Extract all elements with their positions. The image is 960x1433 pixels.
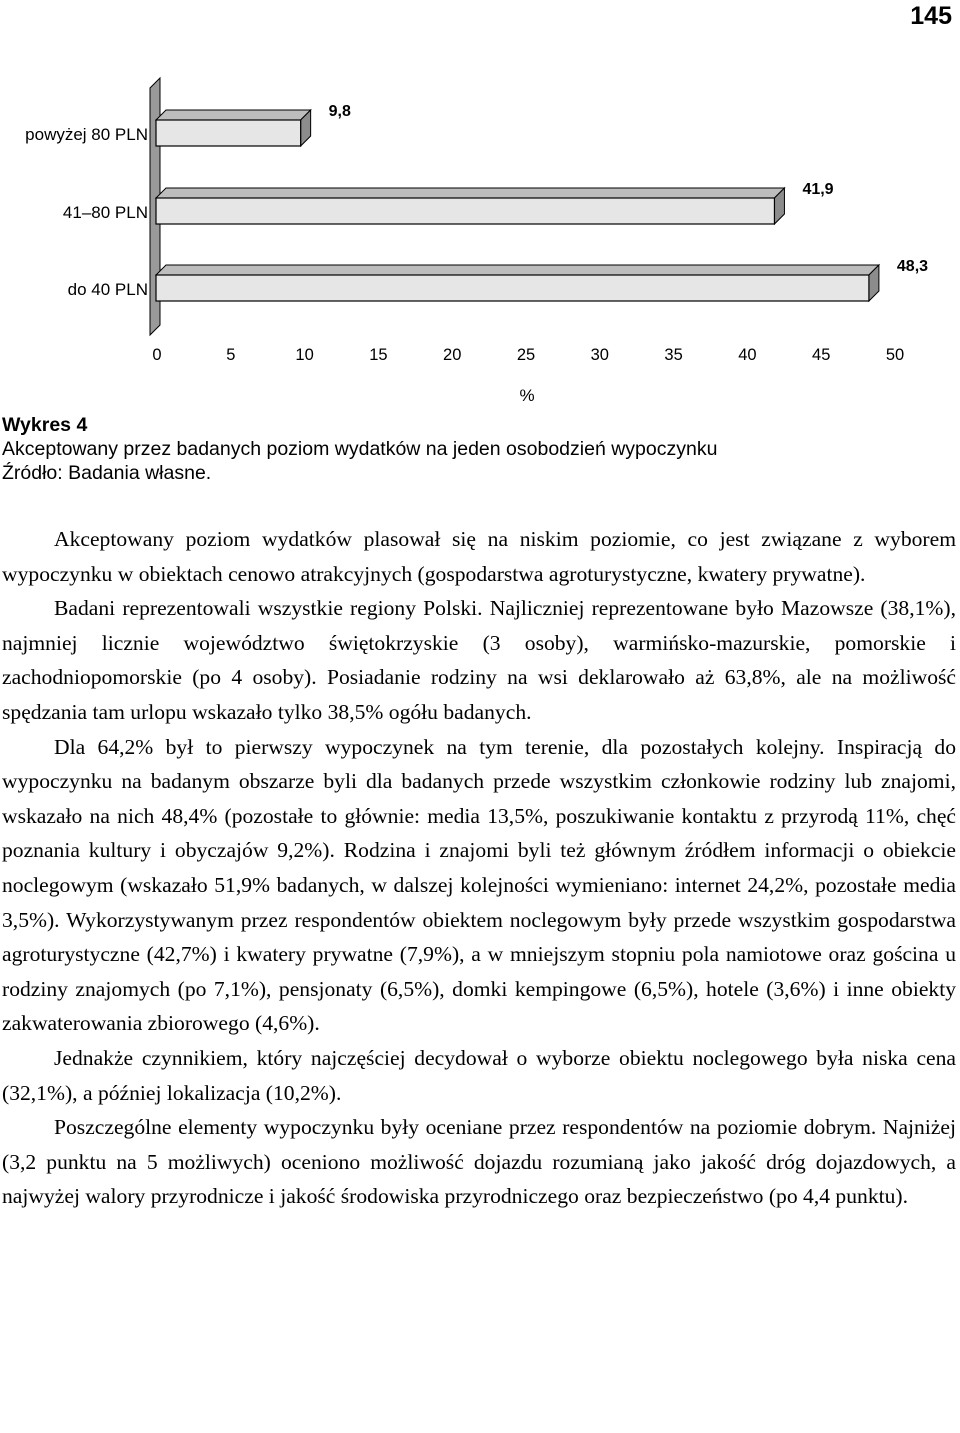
paragraph: Jednakże czynnikiem, który najczęściej decydował o wyborze obiektu noclegowego była niska cena (32,1%), a później lokalizacja (10,2%). <box>2 1045 956 1105</box>
x-tick-label: 40 <box>738 346 757 364</box>
bar <box>156 198 774 224</box>
category-label: 41–80 PLN <box>62 203 148 222</box>
category-label: powyżej 80 PLN <box>25 125 148 144</box>
figure-caption <box>2 413 952 485</box>
x-tick-label: 15 <box>369 346 388 364</box>
paragraph: Dla 64,2% był to pierwszy wypoczynek na tym terenie, dla pozostałych kolejny. Inspiracją do wypoczynku na badanym obszarze byli dla badanych przede wszystkim członkowie rodziny lub znajomi, wskazało na nich 48,4% (pozostałe to głównie: media 13,5%, poszukiwanie kontaktu z przyrodą 11%, chęć poznania kultury i obyczajów 9,2%). Rodzina i znajomi byli też głównym źródłem informacji o obiekcie noclegowym (wskazało 51,9% badanych, w dalszej kolejności wymieniano: internet 24,2%, pozostałe media 3,5%). Wykorzystywanym przez respondentów obiektem noclegowym były przede wszystkim gospodarstwa agroturystyczne (42,7%) i kwatery prywatne (7,9%), a w mniejszym stopniu pola namiotowe oraz gościna u rodziny znajomych (po 7,1%), pensjonaty (6,5%), domki kempingowe (6,5%), hotele (3,6%) i inne obiekty zakwaterowania zbiorowego (4,6%). <box>2 734 956 1036</box>
x-tick-label: 30 <box>590 346 609 364</box>
figure-label: Wykres 4 <box>2 414 88 436</box>
bar-top <box>156 265 879 275</box>
x-axis-label: % <box>519 386 535 405</box>
figure-title: Akceptowany przez badanych poziom wydatków na jeden osobodzień wypoczynku <box>2 438 718 460</box>
x-tick-label: 10 <box>295 346 314 364</box>
paragraph: Badani reprezentowali wszystkie regiony Polski. Najliczniej reprezentowane było Mazowsze (38,1%), najmniej licznie województwo świętokrzyskie (3 osoby), warmińsko-mazurskie, pomorskie i zachodniopomorskie (po 4 osoby). Posiadanie rodziny na wsi deklarowało aż 63,8%, ale na możliwość spędzania tam urlopu wskazało tylko 38,5% ogółu badanych. <box>2 596 956 724</box>
x-tick-label: 45 <box>812 346 831 364</box>
bar-top <box>156 188 784 198</box>
data-label: 9,8 <box>328 103 351 120</box>
x-tick-label: 35 <box>664 346 683 364</box>
bar <box>156 275 869 301</box>
body-text <box>2 522 956 1214</box>
paragraph: Akceptowany poziom wydatków plasował się na niskim poziomie, co jest związane z wyborem wypoczynku w obiektach cenowo atrakcyjnych (gospodarstwa agroturystyczne, kwatery prywatne). <box>2 527 956 586</box>
data-label: 41,9 <box>802 181 834 198</box>
x-tick-label: 20 <box>443 346 462 364</box>
x-tick-label: 0 <box>152 346 162 364</box>
bar-chart <box>0 0 960 410</box>
x-tick-label: 5 <box>226 346 236 364</box>
figure-source: Źródło: Badania własne. <box>2 462 212 484</box>
page-number: 145 <box>910 2 952 30</box>
bar-top <box>156 110 311 120</box>
bar <box>156 120 301 146</box>
x-tick-label: 50 <box>885 346 905 364</box>
category-label: do 40 PLN <box>67 280 148 299</box>
data-label: 48,3 <box>896 258 929 275</box>
paragraph: Poszczególne elementy wypoczynku były oceniane przez respondentów na poziomie dobrym. Najniżej (3,2 punktu na 5 możliwych) oceniono możliwość dojazdu rozumianą jako jakość dróg dojazdowych, a najwyżej walory przyrodnicze i jakość środowiska przyrodniczego oraz bezpieczeństwo (po 4,4 punktu). <box>2 1115 956 1209</box>
x-tick-label: 25 <box>516 346 536 364</box>
